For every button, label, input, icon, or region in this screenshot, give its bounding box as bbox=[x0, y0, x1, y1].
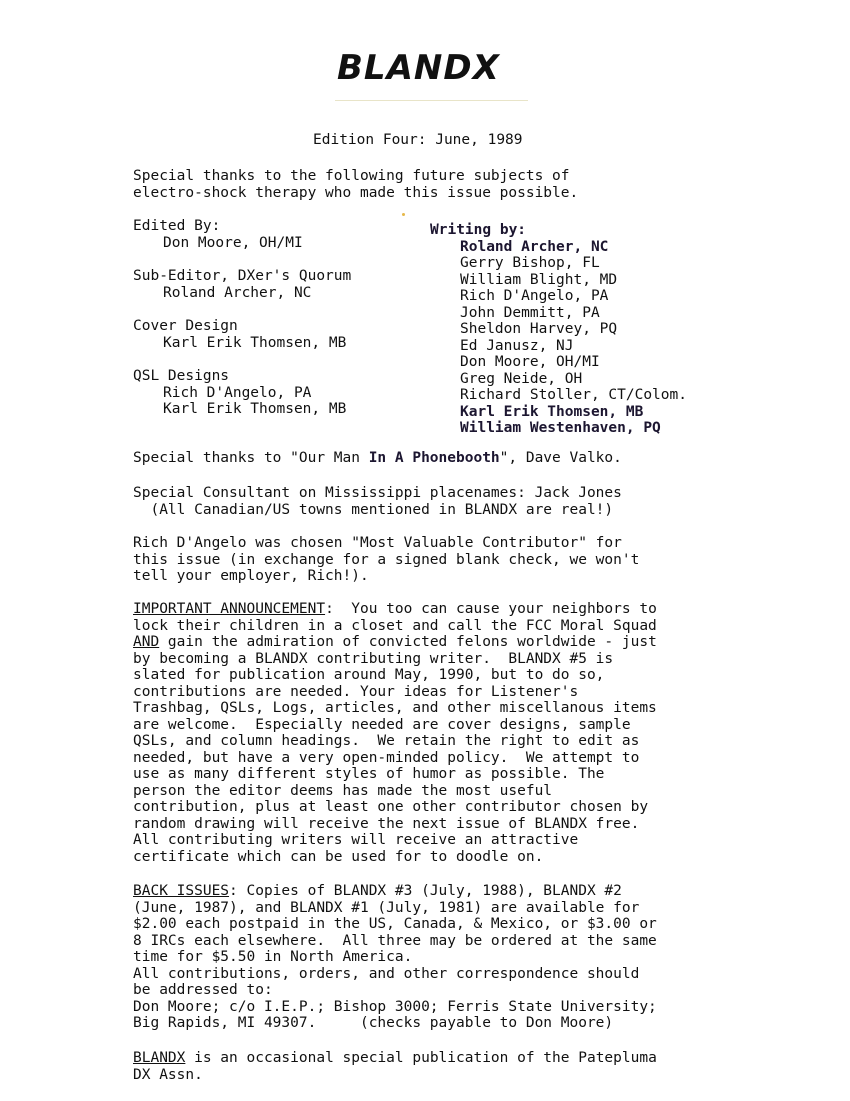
back-issues-heading: BACK ISSUES bbox=[133, 883, 230, 899]
back-issues-line: Don Moore; c/o I.E.P.; Bishop 3000; Ferris State University; bbox=[133, 998, 657, 1015]
announcement-line: slated for publication around May, 1990, but to do so, bbox=[133, 667, 605, 683]
back-issues-paragraph bbox=[133, 883, 657, 1032]
back-issues-line: be addressed to: bbox=[133, 982, 273, 998]
qsl-designer-name: Rich D'Angelo, PA bbox=[163, 384, 312, 401]
qsl-designs-group bbox=[133, 368, 351, 418]
writer-name: Richard Stoller, CT/Colom. bbox=[460, 387, 687, 403]
edited-by-group bbox=[133, 218, 351, 251]
back-issues-text: : Copies of BLANDX #3 (July, 1988), BLANDX #2 bbox=[229, 883, 622, 899]
sub-editor-group bbox=[133, 268, 351, 301]
announcement-line: by becoming a BLANDX contributing writer. BLANDX #5 is bbox=[133, 650, 614, 667]
announcement-line: random drawing will receive the next issue of BLANDX free. bbox=[133, 815, 640, 832]
writers-column bbox=[430, 222, 687, 437]
cover-design-group bbox=[133, 318, 351, 351]
writer-name: Ed Janusz, NJ bbox=[460, 337, 574, 354]
announcement-line: needed, but have a very open-minded policy. We attempt to bbox=[133, 749, 640, 766]
announcement-first-line bbox=[133, 601, 657, 618]
phonebooth-text-end: ", Dave Valko. bbox=[499, 450, 622, 466]
qsl-designer-name: Karl Erik Thomsen, MB bbox=[163, 401, 347, 417]
publication-name: BLANDX bbox=[133, 1050, 186, 1066]
writer-name: John Demmitt, PA bbox=[460, 304, 600, 321]
publication-line: DX Assn. bbox=[133, 1066, 203, 1083]
back-issues-line: (June, 1987), and BLANDX #1 (July, 1981) are available for bbox=[133, 899, 640, 916]
publication-first-line bbox=[133, 1050, 657, 1067]
phonebooth-bold-text: In A Phonebooth bbox=[368, 450, 500, 466]
announcement-text: : You too can cause your neighbors to bbox=[325, 601, 657, 617]
special-thanks-line: Special thanks to the following future subjects of bbox=[133, 168, 570, 184]
announcement-line: use as many different styles of humor as possible. The bbox=[133, 766, 605, 782]
back-issues-first-line bbox=[133, 883, 657, 900]
back-issues-line: 8 IRCs each elsewhere. All three may be ordered at the same bbox=[133, 932, 657, 949]
special-thanks bbox=[133, 168, 578, 201]
publication-text: is an occasional special publication of the Patepluma bbox=[185, 1050, 657, 1066]
sub-editor-label: Sub-Editor, DXer's Quorum bbox=[133, 268, 352, 284]
announcement-line: contribution, plus at least one other contributor chosen by bbox=[133, 799, 649, 815]
writer-name: Rich D'Angelo, PA bbox=[460, 288, 609, 304]
contributor-line: tell your employer, Rich!). bbox=[133, 568, 369, 584]
contributor-line: Rich D'Angelo was chosen "Most Valuable Contributor" for bbox=[133, 535, 622, 551]
edition-line: Edition Four: June, 1989 bbox=[313, 132, 523, 148]
back-issues-line: $2.00 each postpaid in the US, Canada, & Mexico, or $3.00 or bbox=[133, 916, 657, 932]
announcement-text: gain the admiration of convicted felons worldwide - just bbox=[159, 634, 657, 650]
announcement-heading: IMPORTANT ANNOUNCEMENT bbox=[133, 601, 326, 617]
writer-name: William Westenhaven, PQ bbox=[460, 420, 661, 436]
phonebooth-thanks bbox=[133, 450, 622, 467]
masthead-title: BLANDX bbox=[337, 48, 500, 88]
announcement-and-word: AND bbox=[133, 634, 160, 650]
writer-name: Gerry Bishop, FL bbox=[460, 255, 600, 271]
sub-editor-name: Roland Archer, NC bbox=[163, 284, 312, 301]
ink-mark bbox=[402, 213, 405, 216]
writer-name: Karl Erik Thomsen, MB bbox=[460, 403, 644, 420]
writing-by-label: Writing by: bbox=[430, 222, 527, 238]
writer-name: Roland Archer, NC bbox=[460, 238, 609, 255]
announcement-line: All contributing writers will receive an attractive bbox=[133, 832, 579, 848]
announcement-line: lock their children in a closet and call the FCC Moral Squad bbox=[133, 617, 657, 634]
back-issues-line: Big Rapids, MI 49307. (checks payable to Don Moore) bbox=[133, 1015, 614, 1031]
back-issues-line: All contributions, orders, and other correspondence should bbox=[133, 965, 640, 982]
announcement-line: person the editor deems has made the most useful bbox=[133, 782, 553, 799]
announcement-line: are welcome. Especially needed are cover designs, sample bbox=[133, 716, 631, 733]
consultant-line: (All Canadian/US towns mentioned in BLANDX are real!) bbox=[133, 501, 614, 518]
contributor-paragraph bbox=[133, 535, 639, 585]
phonebooth-text-start: Special thanks to "Our Man bbox=[133, 450, 369, 466]
contributor-line: this issue (in exchange for a signed blank check, we won't bbox=[133, 551, 640, 568]
announcement-paragraph bbox=[133, 601, 657, 865]
announcement-line: Trashbag, QSLs, Logs, articles, and other miscellanous items bbox=[133, 700, 657, 716]
writer-name: Greg Neide, OH bbox=[460, 370, 583, 387]
consultant-paragraph bbox=[133, 485, 622, 518]
announcement-line: certificate which can be used for to doodle on. bbox=[133, 848, 544, 865]
qsl-designs-label: QSL Designs bbox=[133, 368, 230, 384]
consultant-line: Special Consultant on Mississippi placenames: Jack Jones bbox=[133, 485, 622, 501]
cover-design-name: Karl Erik Thomsen, MB bbox=[163, 334, 347, 351]
writer-name: Don Moore, OH/MI bbox=[460, 354, 600, 370]
announcement-line: contributions are needed. Your ideas for Listener's bbox=[133, 683, 579, 700]
publication-note bbox=[133, 1050, 657, 1083]
cover-design-label: Cover Design bbox=[133, 318, 238, 334]
edited-by-label: Edited By: bbox=[133, 218, 221, 234]
credits-column bbox=[133, 218, 351, 435]
back-issues-line: time for $5.50 in North America. bbox=[133, 949, 413, 965]
writer-name: Sheldon Harvey, PQ bbox=[460, 321, 618, 337]
writer-name: William Blight, MD bbox=[460, 271, 618, 288]
edited-by-name: Don Moore, OH/MI bbox=[163, 234, 303, 251]
special-thanks-line: electro-shock therapy who made this issue possible. bbox=[133, 184, 579, 201]
announcement-line bbox=[133, 634, 657, 651]
masthead-rule bbox=[335, 100, 528, 101]
announcement-line: QSLs, and column headings. We retain the right to edit as bbox=[133, 733, 640, 749]
